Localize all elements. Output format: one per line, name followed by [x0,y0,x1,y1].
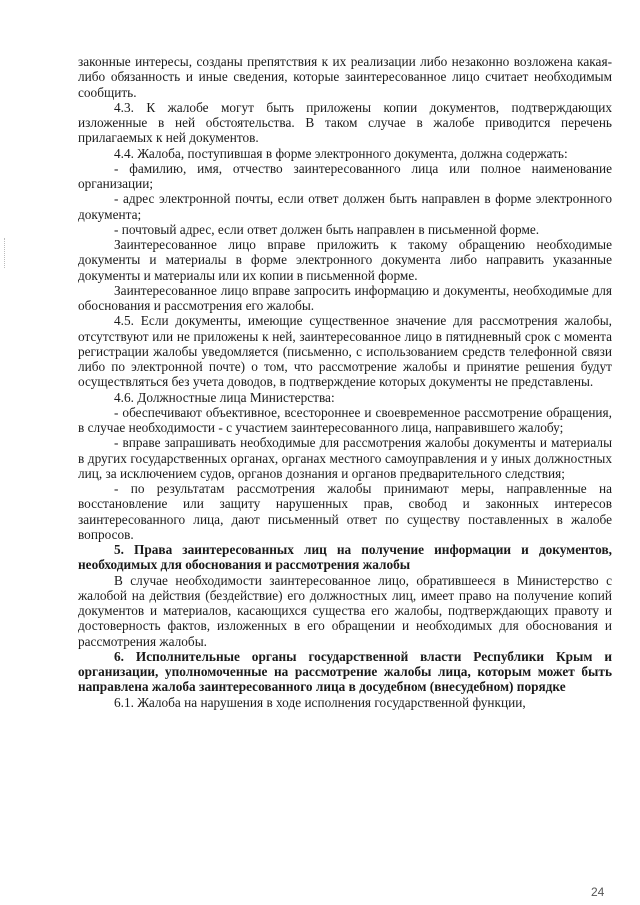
list-item-full-name: - фамилию, имя, отчество заинтересованного лица или полное наименование организации; [78,160,612,191]
list-item-postal-address: - почтовый адрес, если ответ должен быть направлен в письменной форме. [114,221,540,237]
list-item-email: - адрес электронной почты, если ответ должен быть направлен в форме электронного документа; [78,191,612,222]
paragraph-attachments: Заинтересованное лицо вправе приложить к такому обращению необходимые документы и материалы в форме электронного документа либо направить указанные документы и материалы или их копии в письменной форме. [78,237,612,283]
section-heading-5: 5. Права заинтересованных лиц на получение информации и документов, необходимых для обоснования и рассмотрения жалобы [78,542,612,573]
list-item-take-measures: - по результатам рассмотрения жалобы принимают меры, направленные на восстановление или защиту нарушенных прав, свобод и законных интересов заинтересованного лица, дают письменный ответ по существу поставленных в жалобе вопросов. [78,481,612,542]
paragraph-request-info: Заинтересованное лицо вправе запросить информацию и документы, необходимые для обоснования и рассмотрения его жалобы. [78,282,612,313]
section-heading-6: 6. Исполнительные органы государственной власти Республики Крым и организации, уполномоченные на рассмотрение жалобы лица, которым может быть направлена жалоба заинтересованного лица в досудебном (внесудебном) порядке [78,648,612,695]
paragraph-6-1: 6.1. Жалоба на нарушения в ходе исполнения государственной функции, [114,694,526,710]
paragraph-4-6: 4.6. Должностные лица Министерства: [114,389,335,405]
paragraph-section-5: В случае необходимости заинтересованное лицо, обратившееся в Министерство с жалобой на действия (бездействие) его должностных лиц, имеет право на получение копий документов и материалов, касающихся существа его жалобы, подтверждающих правоту и достоверность фактов, изложенных в его обращении и необходимых для обоснования и рассмотрения жалобы. [78,572,612,649]
list-item-ensure-review: - обеспечивают объективное, всестороннее и своевременное рассмотрение обращения, в случае необходимости - с участием заинтересованного лица, направившего жалобу; [78,404,612,435]
paragraph-4-3: 4.3. К жалобе могут быть приложены копии документов, подтверждающих изложенные в ней обстоятельства. В таком случае в жалобе приводится перечень прилагаемых к ней документов. [78,99,612,146]
document-page [78,54,612,710]
scan-margin-mark [4,238,6,268]
page-number: 24 [591,885,605,899]
paragraph-4-5: 4.5. Если документы, имеющие существенное значение для рассмотрения жалобы, отсутствуют или не приложены к ней, заинтересованное лицо в пятидневный срок с момента регистрации жалобы уведомляется (письменно, с использованием средств телефонной связи либо по электронной почте) о том, что рассмотрение жалобы и принятие решения будут осуществляться без учета доводов, в подтверждение которых документы не представлены. [78,313,612,390]
list-item-request-documents: - вправе запрашивать необходимые для рассмотрения жалобы документы и материалы в других государственных органах, органах местного самоуправления и у иных должностных лиц, за исключением судов, органов дознания и органов предварительного следствия; [78,435,612,481]
paragraph-continuation: законные интересы, созданы препятствия к их реализации либо незаконно возложена какая-либо обязанность и иные сведения, которые заинтересованное лицо считает необходимым сообщить. [78,54,612,100]
paragraph-4-4: 4.4. Жалоба, поступившая в форме электронного документа, должна содержать: [114,145,568,161]
